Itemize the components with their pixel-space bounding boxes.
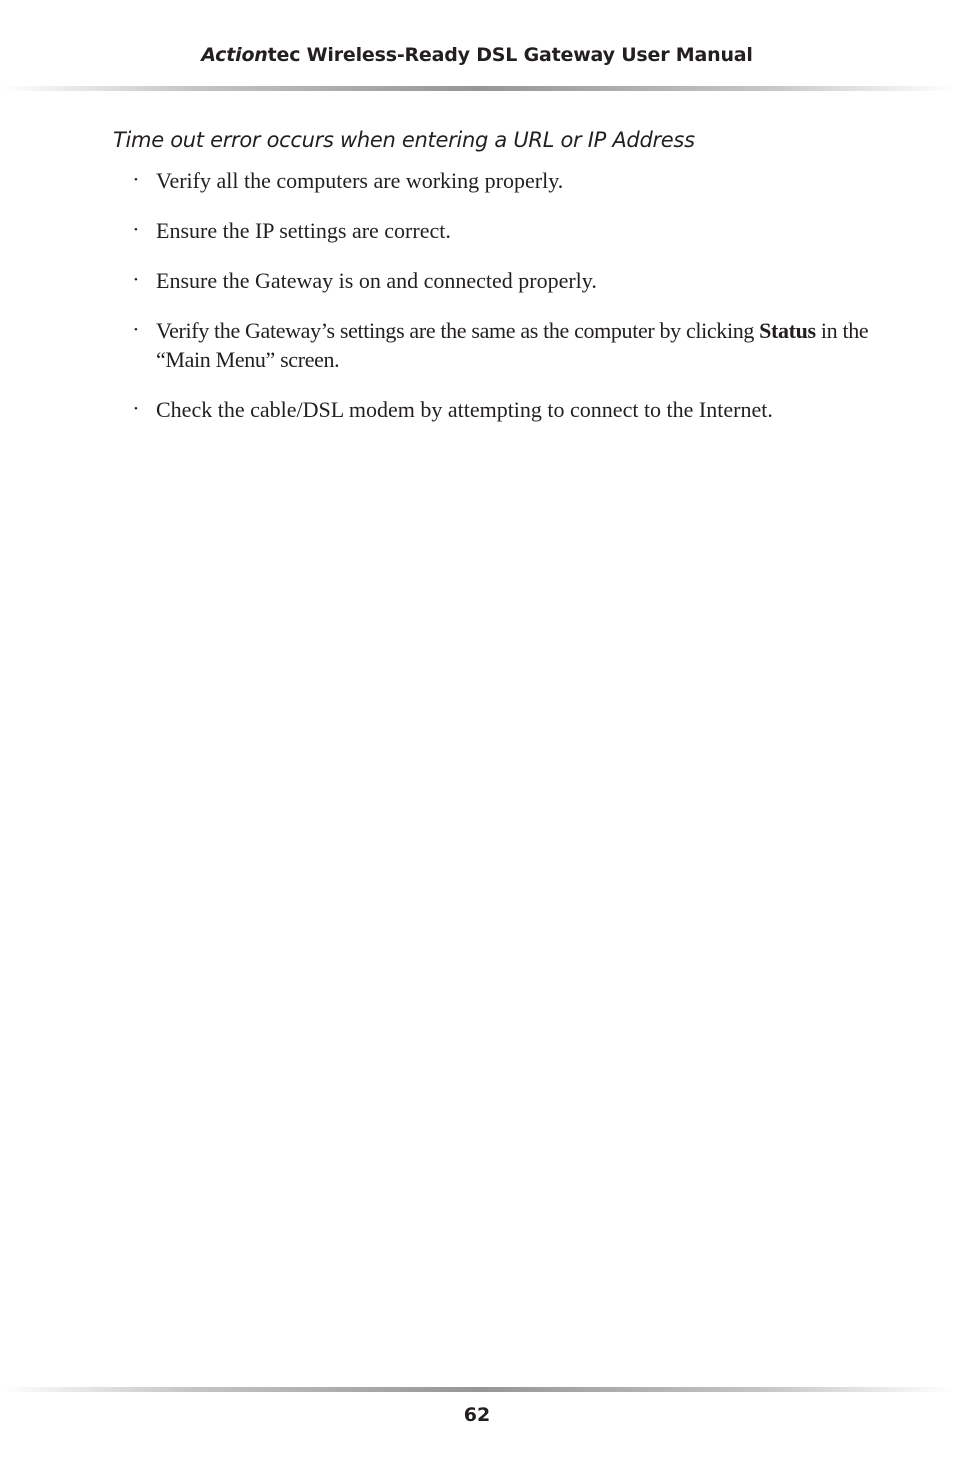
bullet-marker: •: [134, 403, 138, 415]
bullet-marker: •: [134, 324, 138, 336]
status-term: Status: [759, 318, 816, 343]
list-item: [132, 266, 872, 295]
troubleshooting-list: [132, 166, 872, 445]
footer-divider: [0, 1387, 954, 1392]
page-number: 62: [463, 1404, 491, 1426]
list-item-text: Ensure the Gateway is on and connected properly.: [156, 268, 597, 293]
list-item-text: Check the cable/DSL modem by attempting to connect to the Internet.: [156, 397, 773, 422]
header-divider: [0, 86, 954, 91]
bullet-marker: •: [134, 274, 138, 286]
list-item: [132, 316, 872, 374]
header-title-rest: tec Wireless-Ready DSL Gateway User Manual: [267, 44, 753, 66]
list-item-text: Ensure the IP settings are correct.: [156, 218, 451, 243]
list-item: [132, 216, 872, 245]
list-item-text: Verify all the computers are working properly.: [156, 168, 564, 193]
header-brand-italic: Action: [201, 44, 268, 66]
bullet-marker: •: [134, 224, 138, 236]
section-heading: Time out error occurs when entering a URL or IP Address: [113, 128, 695, 152]
running-header: [0, 44, 954, 66]
list-item-text-after: in the “Main Menu” screen.: [156, 318, 869, 372]
list-item: [132, 395, 872, 424]
bullet-marker: •: [134, 174, 138, 186]
list-item-text-before: Verify the Gateway’s settings are the same as the computer by clicking: [156, 318, 760, 343]
list-item: [132, 166, 872, 195]
